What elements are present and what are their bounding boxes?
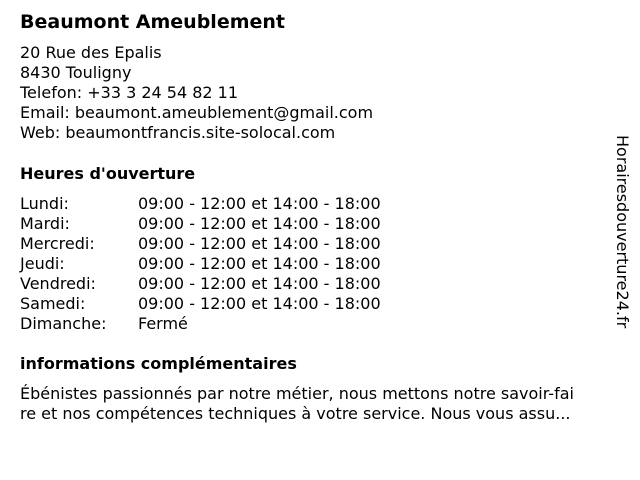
- address-city: 8430 Touligny: [20, 63, 132, 82]
- day-hours: 09:00 - 12:00 et 14:00 - 18:00: [138, 274, 381, 293]
- business-description: [20, 384, 620, 424]
- additional-info-heading: informations complémentaires: [20, 354, 297, 373]
- contact-block: [20, 43, 373, 143]
- day-label: Samedi:: [20, 294, 86, 313]
- description-line: Ébénistes passionnés par notre métier, nous mettons notre savoir-fai: [20, 384, 574, 403]
- day-hours: Fermé: [138, 314, 188, 333]
- day-hours: 09:00 - 12:00 et 14:00 - 18:00: [138, 194, 381, 213]
- description-line: re et nos compétences techniques à votre service. Nous vous assu...: [20, 404, 571, 423]
- day-label: Dimanche:: [20, 314, 107, 333]
- phone-number: Telefon: +33 3 24 54 82 11: [20, 83, 239, 102]
- day-hours: 09:00 - 12:00 et 14:00 - 18:00: [138, 294, 381, 313]
- day-label: Lundi:: [20, 194, 69, 213]
- email-address: Email: beaumont.ameublement@gmail.com: [20, 103, 374, 122]
- day-hours: 09:00 - 12:00 et 14:00 - 18:00: [138, 234, 381, 253]
- day-hours: 09:00 - 12:00 et 14:00 - 18:00: [138, 254, 381, 273]
- day-label: Mardi:: [20, 214, 70, 233]
- site-watermark: Horairesdouverture24.fr: [613, 135, 632, 329]
- day-label: Vendredi:: [20, 274, 96, 293]
- day-label: Mercredi:: [20, 234, 95, 253]
- website: Web: beaumontfrancis.site-solocal.com: [20, 123, 336, 142]
- address-street: 20 Rue des Epalis: [20, 43, 162, 62]
- day-label: Jeudi:: [20, 254, 65, 273]
- day-hours: 09:00 - 12:00 et 14:00 - 18:00: [138, 214, 381, 233]
- business-name: Beaumont Ameublement: [20, 11, 285, 33]
- opening-hours-heading: Heures d'ouverture: [20, 164, 196, 183]
